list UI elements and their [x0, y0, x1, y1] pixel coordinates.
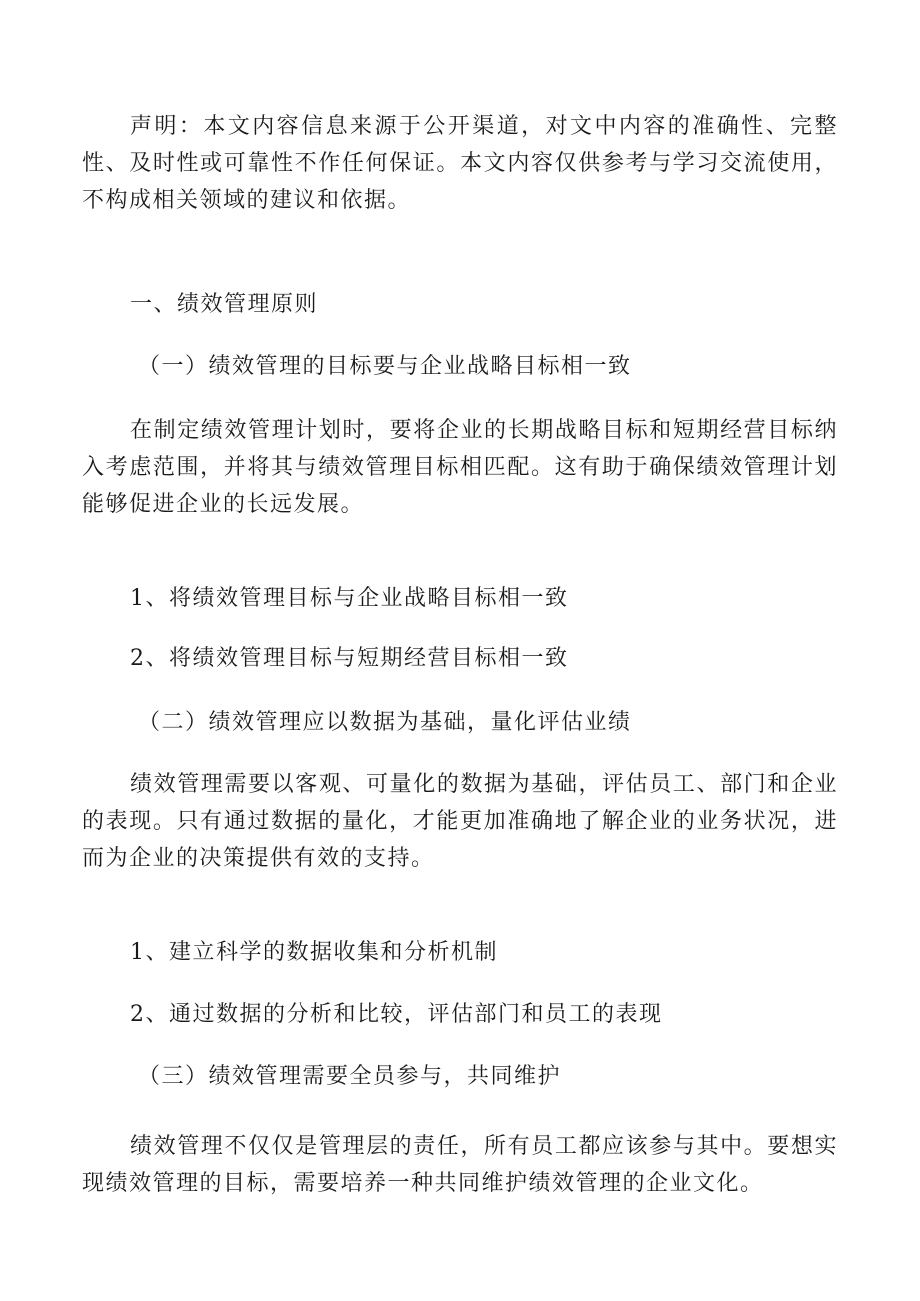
subsection-body-2: 绩效管理需要以客观、可量化的数据为基础，评估员工、部门和企业的表现。只有通过数据的量化，才能更加准确地了解企业的业务状况，进而为企业的决策提供有效的支持。: [82, 772, 838, 871]
subsection-title-1: （一）绩效管理的目标要与企业战略目标相一致: [138, 354, 632, 379]
subsection-title-3: （三）绩效管理需要全员参与，共同维护: [138, 1064, 562, 1089]
list-item-2-1: 1、建立科学的数据收集和分析机制: [130, 940, 498, 965]
subsection-body-3: 绩效管理不仅仅是管理层的责任，所有员工都应该参与其中。要想实现绩效管理的目标，需要培养一种共同维护绩效管理的企业文化。: [82, 1134, 838, 1196]
list-item-2-2: 2、通过数据的分析和比较，评估部门和员工的表现: [130, 1002, 663, 1027]
list-item-1-1: 1、将绩效管理目标与企业战略目标相一致: [130, 586, 569, 611]
list-item-1-2: 2、将绩效管理目标与短期经营目标相一致: [130, 646, 569, 671]
disclaimer-paragraph: 声明：本文内容信息来源于公开渠道，对文中内容的准确性、完整性、及时性或可靠性不作任何保证。本文内容仅供参考与学习交流使用，不构成相关领域的建议和依据。: [82, 114, 838, 213]
subsection-body-1: 在制定绩效管理计划时，要将企业的长期战略目标和短期经营目标纳入考虑范围，并将其与绩效管理目标相匹配。这有助于确保绩效管理计划能够促进企业的长远发展。: [82, 418, 838, 517]
subsection-title-2: （二）绩效管理应以数据为基础，量化评估业绩: [138, 710, 632, 735]
section-title: 一、绩效管理原则: [130, 292, 319, 317]
